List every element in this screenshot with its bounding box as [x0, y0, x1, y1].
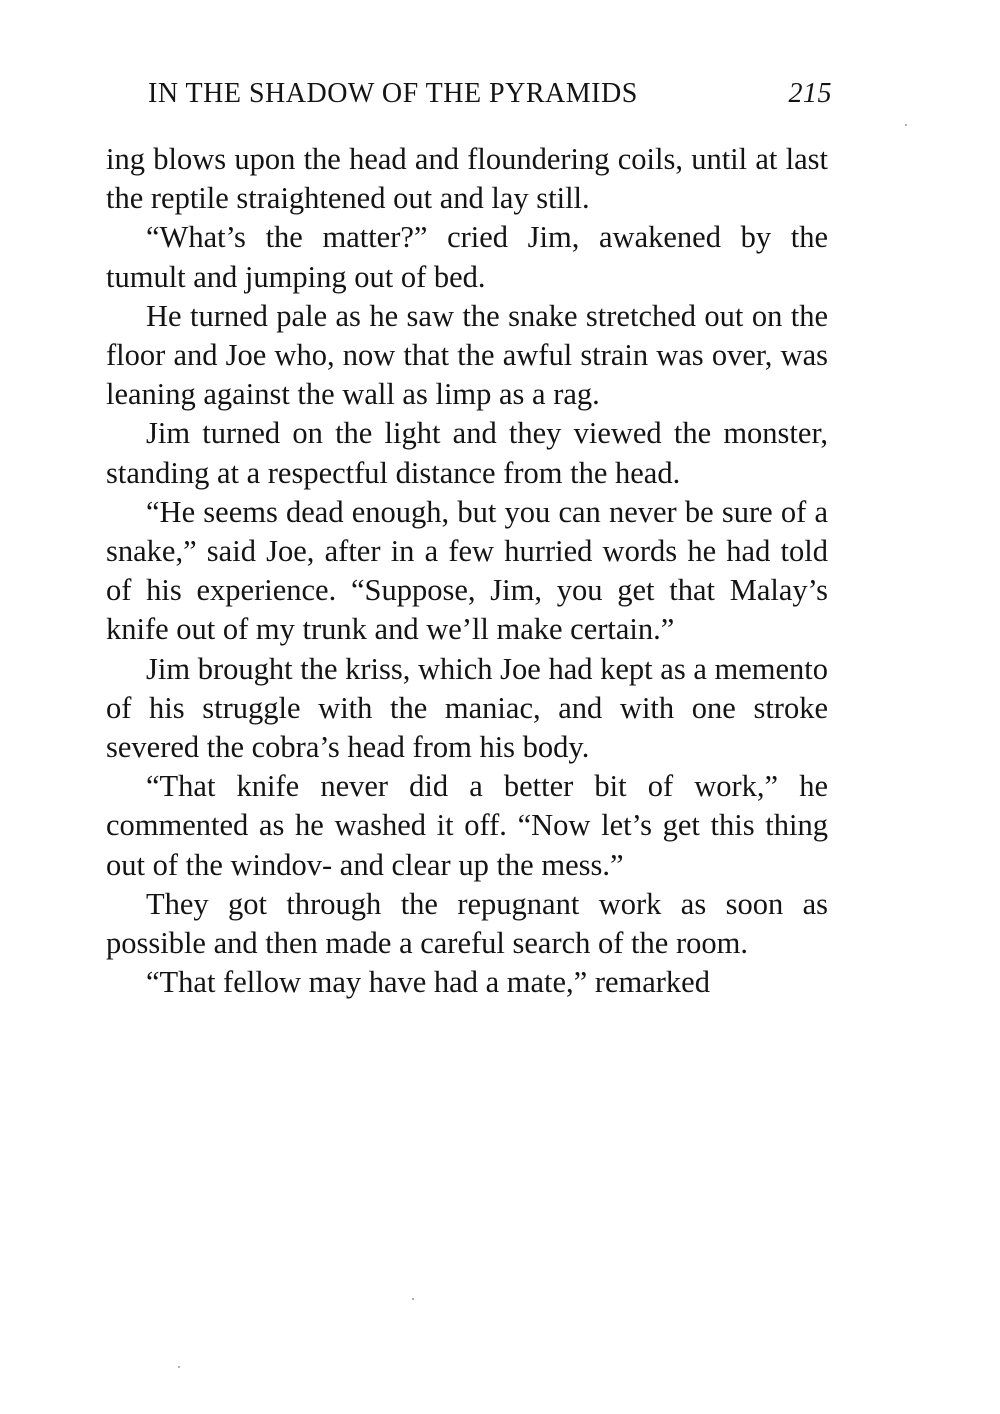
running-header	[148, 72, 832, 116]
scan-speck	[905, 124, 907, 126]
scan-speck	[412, 1298, 414, 1300]
page-number: 215	[788, 78, 832, 109]
paragraph-9: “That fellow may have had a mate,” remarked	[146, 965, 710, 1000]
paragraph-3: He turned pale as he saw the snake stretched out on the floor and Joe who, now that the awful strain was over, was leaning against the wall as limp as a rag.	[106, 298, 828, 412]
paragraph-8: They got through the repugnant work as soon as possible and then made a careful search of the room.	[106, 886, 828, 961]
running-title: IN THE SHADOW OF THE PYRAMIDS	[148, 78, 638, 109]
paragraph-6: Jim brought the kriss, which Joe had kept as a memento of his struggle with the maniac, and with one stroke severed the cobra’s head from his body.	[106, 651, 828, 765]
paragraph-1: ing blows upon the head and floundering coils, until at last the reptile straightened out and lay still.	[106, 142, 828, 216]
body-text	[106, 140, 828, 1002]
paragraph-2: “What’s the matter?” cried Jim, awakened by the tumult and jumping out of bed.	[106, 220, 828, 294]
paragraph-7: “That knife never did a better bit of work,” he commented as he washed it off. “Now let’s get this thing out of the windov‑ and clear up the mess.”	[106, 769, 828, 882]
scan-speck	[178, 1366, 180, 1368]
paragraph-4: Jim turned on the light and they viewed the monster, standing at a respectful distance from the head.	[106, 416, 828, 490]
paragraph-5: “He seems dead enough, but you can never be sure of a snake,” said Joe, after in a few hurried words he had told of his experience. “Suppose, Jim, you get that Malay’s knife out of my trunk and we’ll make certain.”	[106, 494, 828, 647]
